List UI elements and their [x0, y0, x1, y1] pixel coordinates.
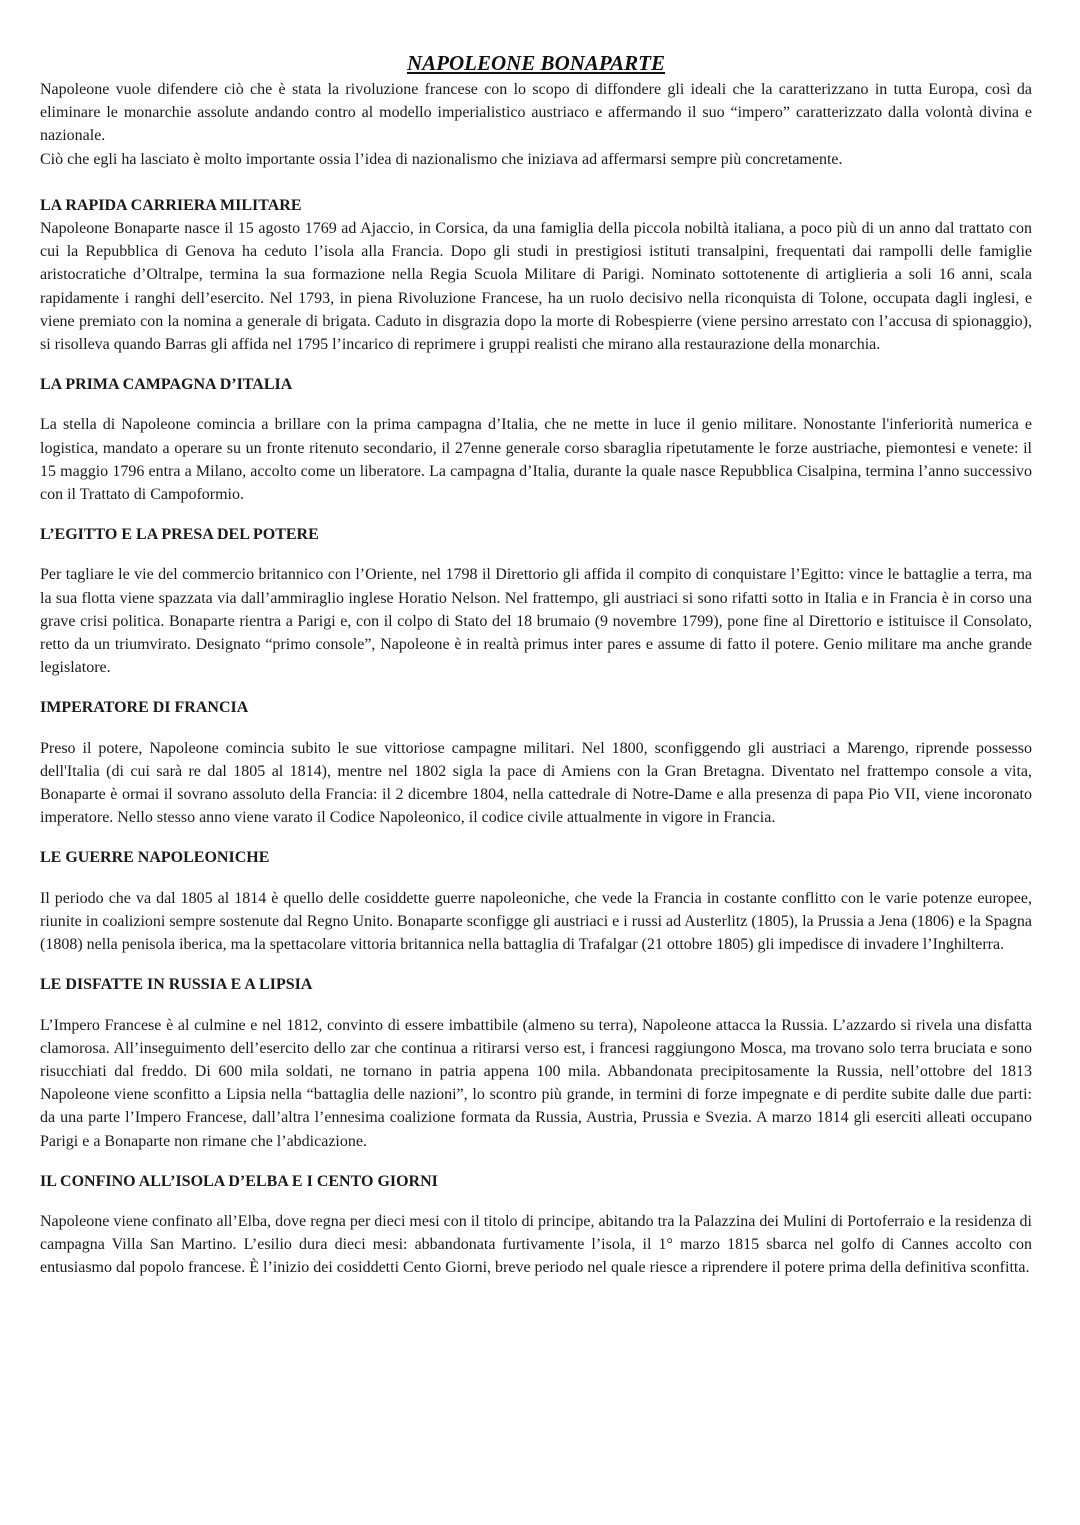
section-body-egitto: Per tagliare le vie del commercio britannico con l’Oriente, nel 1798 il Direttorio gli affida il compito di conquistare l’Egitto: vince le battaglie a terra, ma la sua flotta viene spazzata via dall’ammiraglio inglese Horatio Nelson. Nel frattempo, gli austriaci si sono rifatti sotto in Italia e in Francia è in corso una grave crisi politica. Bonaparte rientra a Parigi e, con il colpo di Stato del 18 brumaio (9 novembre 1799), pone fine al Direttorio e istituisce il Consolato, retto da un triumvirato. Designato “primo console”, Napoleone è in realtà primus inter pares e assume di fatto il potere. Genio militare ma anche grande legislatore.: [40, 566, 1032, 677]
section-heading-egitto: L’EGITTO E LA PRESA DEL POTERE: [40, 526, 319, 544]
section-heading-carriera: LA RAPIDA CARRIERA MILITARE: [40, 196, 302, 214]
page-title: NAPOLEONE BONAPARTE: [406, 51, 666, 75]
intro-paragraph-1: Napoleone vuole difendere ciò che è stata la rivoluzione francese con lo scopo di diffondere gli ideali che la caratterizzano in tutta Europa, così da eliminare le monarchie assolute andando contro al modello imperialistico austriaco e affermando il suo “impero” caratterizzato dalla volontà divina e nazionale.: [40, 81, 1032, 145]
section-body-elba: Napoleone viene confinato all’Elba, dove regna per dieci mesi con il titolo di principe, abitando tra la Palazzina dei Mulini di Portoferraio e la residenza di campagna Villa San Martino. L’esilio dura dieci mesi: abbandonata furtivamente l’isola, il 1° marzo 1815 sbarca nel golfo di Cannes accolto con entusiasmo dal popolo francese. È l’inizio dei cosiddetti Cento Giorni, breve periodo nel quale riesce a riprendere il potere prima della definitiva sconfitta.: [40, 1212, 1032, 1277]
section-body-guerre: Il periodo che va dal 1805 al 1814 è quello delle cosiddette guerre napoleoniche, che vede la Francia in costante conflitto con le varie potenze europee, riunite in coalizioni sempre sostenute dal Regno Unito. Bonaparte sconfigge gli austriaci e i russi ad Austerlitz (1805), la Prussia a Jena (1806) e la Spagna (1808) nella penisola iberica, ma la spettacolare vittoria britannica nella battaglia di Trafalgar (21 ottobre 1805) gli impedisce di invadere l’Inghilterra.: [40, 889, 1032, 954]
section-heading-imperatore: IMPERATORE DI FRANCIA: [40, 699, 249, 717]
section-body-disfatte: L’Impero Francese è al culmine e nel 1812, convinto di essere imbattibile (almeno su terra), Napoleone attacca la Russia. L’azzardo si rivela una disfatta clamorosa. All’inseguimento dell’esercito dello zar che continua a ritirarsi verso est, i francesi raggiungono Mosca, ma trovano solo terra bruciata e sono risucchiati dal freddo. Di 600 mila soldati, ne tornano in patria appena 100 mila. Abbandonata precipitosamente la Russia, nell’ottobre del 1813 Napoleone viene sconfitto a Lipsia nella “battaglia delle nazioni”, lo scontro più grande, in termini di forze impegnate e di perdite subite dalle due parti: da una parte l’Impero Francese, dall’altra l’ennesima coalizione formata da Russia, Austria, Prussia e Svezia. A marzo 1814 gli eserciti alleati occupano Parigi e a Bonaparte non rimane che l’abdicazione.: [40, 1016, 1032, 1150]
document-page: [40, 50, 1032, 1280]
section-body-campagna-italia: La stella di Napoleone comincia a brillare con la prima campagna d’Italia, che ne mette in luce il genio militare. Nonostante l'inferiorità numerica e logistica, mandato a operare su un fronte ritenuto secondario, il 27enne generale corso sbaraglia ripetutamente le forze austriache, piemontesi e venete: il 15 maggio 1796 entra a Milano, accolto come un liberatore. La campagna d’Italia, durante la quale nasce Repubblica Cisalpina, termina l’anno successivo con il Trattato di Campoformio.: [40, 416, 1032, 504]
section-heading-elba: IL CONFINO ALL’ISOLA D’ELBA E I CENTO GIORNI: [40, 1172, 438, 1190]
section-heading-disfatte: LE DISFATTE IN RUSSIA E A LIPSIA: [40, 976, 313, 994]
section-body-imperatore: Preso il potere, Napoleone comincia subito le sue vittoriose campagne militari. Nel 1800, sconfiggendo gli austriaci a Marengo, riprende possesso dell'Italia (di cui sarà re dal 1805 al 1814), mentre nel 1802 sigla la pace di Amiens con la Gran Bretagna. Diventato nel frattempo console a vita, Bonaparte è ormai il sovrano assoluto della Francia: il 2 dicembre 1804, nella cattedrale di Notre-Dame e alla presenza di papa Pio VII, viene incoronato imperatore. Nello stesso anno viene varato il Codice Napoleonico, il codice civile attualmente in vigore in Francia.: [40, 739, 1032, 827]
section-heading-campagna-italia: LA PRIMA CAMPAGNA D’ITALIA: [40, 376, 293, 394]
intro-paragraph-2: Ciò che egli ha lasciato è molto importante ossia l’idea di nazionalismo che iniziava ad affermarsi sempre più concretamente.: [40, 150, 843, 168]
section-body-carriera: Napoleone Bonaparte nasce il 15 agosto 1769 ad Ajaccio, in Corsica, da una famiglia della piccola nobiltà italiana, a poco più di un anno dal trattato con cui la Repubblica di Genova ha ceduto l’isola alla Francia. Dopo gli studi in prestigiosi istituti transalpini, frequentati dai rampolli delle famiglie aristocratiche d’Oltralpe, termina la sua formazione nella Regia Scuola Militare di Parigi. Nominato sottotenente di artiglieria a soli 16 anni, scala rapidamente i ranghi dell’esercito. Nel 1793, in piena Rivoluzione Francese, ha un ruolo decisivo nella riconquista di Tolone, occupata dagli inglesi, e viene premiato con la nomina a generale di brigata. Caduto in disgrazia dopo la morte di Robespierre (viene persino arrestato con l’accusa di spionaggio), si risolleva quando Barras gli affida nel 1795 l’incarico di reprimere i gruppi realisti che mirano alla restaurazione della monarchia.: [40, 220, 1032, 354]
section-heading-guerre: LE GUERRE NAPOLEONICHE: [40, 849, 270, 867]
